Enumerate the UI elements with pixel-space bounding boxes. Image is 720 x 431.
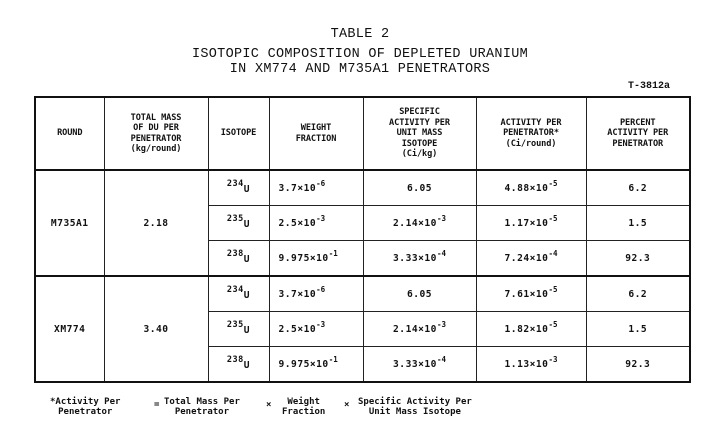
value-exponent: -6 (316, 284, 326, 294)
isotope (208, 312, 269, 347)
table-row (35, 170, 690, 206)
column-header-line: (Ci/round) (505, 138, 557, 149)
weight-fraction (269, 347, 363, 383)
weight-fraction (269, 241, 363, 277)
column-header-line: PENETRATOR (612, 138, 664, 149)
footnote-times-1: × (266, 400, 272, 410)
weight-fraction (269, 312, 363, 347)
column-header-line: (kg/round) (130, 144, 182, 154)
isotope-mass-number: 234 (226, 284, 244, 295)
value-mantissa: 2.5×10 (278, 323, 317, 335)
footnote-term-activity (50, 397, 120, 417)
column-header-line: OF DU PER (133, 123, 179, 133)
round-name: M735A1 (35, 170, 104, 276)
specific-activity (363, 206, 476, 241)
percent-activity: 92.3 (586, 241, 690, 277)
value-exponent: -5 (548, 284, 558, 294)
column-header-isotope (208, 97, 269, 170)
column-header-total-mass (104, 97, 208, 170)
isotope (208, 241, 269, 277)
isotope-mass-number: 235 (226, 319, 244, 330)
footnote-term-activity-line2: Penetrator (58, 407, 113, 417)
column-header-line: SPECIFIC (399, 107, 440, 118)
total-mass: 2.18 (104, 170, 208, 276)
value-exponent: -3 (436, 319, 446, 329)
value-exponent: -4 (548, 248, 558, 258)
value-exponent: -4 (436, 354, 446, 364)
value-mantissa: 9.975×10 (278, 252, 329, 264)
value-exponent: -3 (548, 354, 558, 364)
footnote-term-total-mass-line1: Total Mass Per (164, 397, 240, 407)
value-mantissa: 4.88×10 (504, 182, 549, 194)
column-header-line: ISOTOPE (401, 138, 438, 149)
activity-per-penetrator (476, 170, 586, 206)
isotope-symbol: U (243, 183, 251, 195)
footnote-term-activity-line1: *Activity Per (50, 397, 121, 407)
value-mantissa: 3.7×10 (278, 182, 317, 194)
value-mantissa: 2.5×10 (278, 217, 317, 229)
table-title-line1: ISOTOPIC COMPOSITION OF DEPLETED URANIUM (191, 47, 529, 62)
value-exponent: -1 (328, 248, 338, 258)
percent-activity: 1.5 (586, 206, 690, 241)
value-exponent: -3 (316, 319, 326, 329)
footnote-times-2: × (344, 400, 350, 410)
footnote-term-specific-activity-line2: Unit Mass Isotope (368, 407, 461, 417)
value-exponent: -5 (548, 213, 558, 223)
isotope-mass-number: 234 (226, 178, 244, 189)
value-exponent: -5 (548, 319, 558, 329)
isotope (208, 170, 269, 206)
specific-activity (363, 170, 476, 206)
weight-fraction (269, 276, 363, 312)
value-mantissa: 1.13×10 (504, 358, 549, 370)
isotope-symbol: U (243, 359, 251, 371)
isotope (208, 276, 269, 312)
table-number: TABLE 2 (330, 27, 390, 42)
value-exponent: -5 (548, 178, 558, 188)
value-mantissa: 3.33×10 (393, 358, 437, 370)
specific-activity (363, 347, 476, 383)
percent-activity: 92.3 (586, 347, 690, 383)
column-header-line: PENETRATOR* (503, 128, 559, 139)
isotope-symbol: U (243, 253, 251, 265)
percent-activity: 1.5 (586, 312, 690, 347)
column-header-line: WEIGHT (300, 123, 332, 133)
value-mantissa: 3.7×10 (278, 288, 317, 300)
footnote-term-total-mass (164, 397, 240, 417)
activity-per-penetrator (476, 206, 586, 241)
value-mantissa: 9.975×10 (278, 358, 329, 370)
activity-per-penetrator (476, 276, 586, 312)
value-exponent: -3 (316, 213, 326, 223)
column-header-line: (Ci/kg) (401, 149, 438, 160)
value-exponent: -1 (328, 354, 338, 364)
isotope-symbol: U (243, 218, 251, 230)
column-header-weight-fraction (269, 97, 363, 170)
value-mantissa: 2.14×10 (393, 323, 437, 335)
value-mantissa: 3.33×10 (393, 252, 437, 264)
round-name: XM774 (35, 276, 104, 382)
isotope (208, 206, 269, 241)
footnote-equals: = (154, 400, 160, 410)
total-mass: 3.40 (104, 276, 208, 382)
value-exponent: -6 (316, 178, 326, 188)
specific-activity (363, 276, 476, 312)
table-row (35, 276, 690, 312)
percent-activity: 6.2 (586, 170, 690, 206)
isotope-mass-number: 235 (226, 213, 244, 224)
value-mantissa: 2.14×10 (393, 217, 437, 229)
activity-per-penetrator (476, 347, 586, 383)
isotope (208, 347, 269, 383)
column-header-line: PENETRATOR (130, 133, 182, 144)
column-header-line: PERCENT (619, 117, 656, 128)
isotope-symbol: U (243, 289, 251, 301)
isotope-symbol: U (243, 324, 251, 336)
column-header-line: ACTIVITY PER (607, 128, 669, 139)
value-mantissa: 7.24×10 (504, 252, 549, 264)
column-header-line: ACTIVITY PER (500, 117, 562, 128)
column-header-line: ISOTOPE (220, 128, 257, 139)
column-header-percent-activity (586, 97, 690, 170)
table-body (35, 170, 690, 382)
weight-fraction (269, 170, 363, 206)
value-mantissa: 6.05 (406, 288, 433, 300)
column-header-line: ROUND (57, 128, 83, 139)
table-title-line2: IN XM774 AND M735A1 PENETRATORS (229, 62, 491, 77)
value-exponent: -4 (436, 248, 446, 258)
value-mantissa: 1.82×10 (504, 323, 549, 335)
column-header-round (35, 97, 104, 170)
value-mantissa: 1.17×10 (504, 217, 549, 229)
weight-fraction (269, 206, 363, 241)
header-row (35, 97, 690, 170)
isotope-mass-number: 238 (226, 354, 244, 365)
column-header-activity-per-penetrator (476, 97, 586, 170)
isotope-mass-number: 238 (226, 248, 244, 259)
specific-activity (363, 312, 476, 347)
figure-code: T-3812a (628, 81, 671, 92)
value-exponent: -3 (436, 213, 446, 223)
activity-per-penetrator (476, 312, 586, 347)
isotopic-composition-table (34, 96, 691, 383)
column-header-line: UNIT MASS (396, 128, 443, 139)
footnote-term-weight-fraction-line1: Weight (287, 397, 320, 407)
column-header-line: ACTIVITY PER (389, 117, 450, 128)
value-mantissa: 7.61×10 (504, 288, 549, 300)
activity-per-penetrator (476, 241, 586, 277)
footnote-term-total-mass-line2: Penetrator (174, 407, 230, 417)
column-header-specific-activity (363, 97, 476, 170)
footnote-term-weight-fraction-line2: Fraction (282, 407, 326, 417)
percent-activity: 6.2 (586, 276, 690, 312)
column-header-line: TOTAL MASS (130, 112, 182, 123)
footnote-term-specific-activity-line1: Specific Activity Per (358, 397, 472, 407)
column-header-line: FRACTION (295, 133, 337, 144)
value-mantissa: 6.05 (406, 182, 433, 194)
footnote-term-weight-fraction (282, 397, 325, 417)
specific-activity (363, 241, 476, 277)
footnote-term-specific-activity (358, 397, 472, 417)
